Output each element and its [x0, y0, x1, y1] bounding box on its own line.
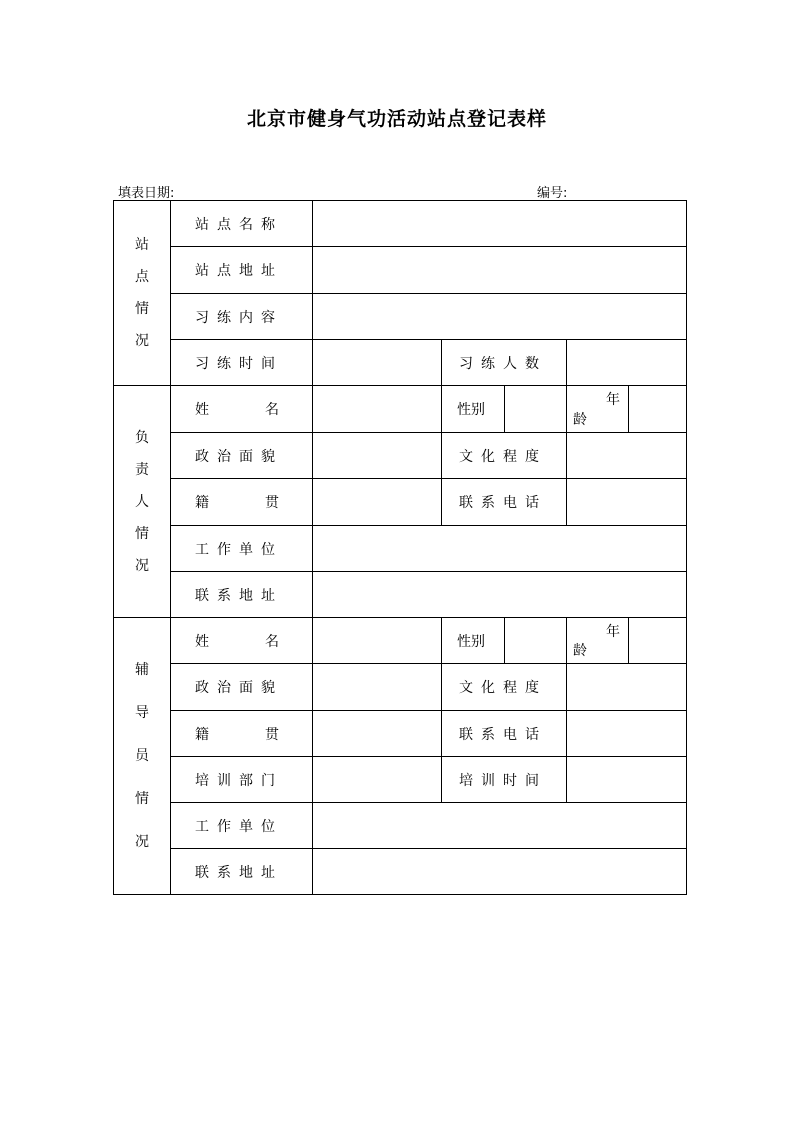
- label-practice-time: 习练时间: [171, 340, 313, 386]
- section-label-leader: 负 责 人 情 况: [114, 386, 171, 618]
- input-leader-education[interactable]: [567, 433, 687, 479]
- label-leader-political: 政治面貌: [171, 433, 313, 479]
- input-instructor-name[interactable]: [313, 618, 442, 664]
- input-leader-work-unit[interactable]: [313, 526, 687, 572]
- input-leader-phone[interactable]: [567, 479, 687, 526]
- label-leader-work-unit: 工作单位: [171, 526, 313, 572]
- input-leader-name[interactable]: [313, 386, 442, 433]
- serial-number-field: [537, 182, 592, 201]
- page-title: 北京市健身气功活动站点登记表样: [246, 108, 547, 130]
- label-instructor-work-unit: 工作单位: [171, 803, 313, 849]
- fill-date-label: 填表日期:: [118, 186, 175, 201]
- label-site-name: 站点名称: [171, 201, 313, 247]
- input-instructor-training-time[interactable]: [567, 757, 687, 803]
- section-label-instructor: 辅 导 员 情 况: [114, 618, 171, 895]
- input-instructor-training-dept[interactable]: [313, 757, 442, 803]
- input-leader-native-place[interactable]: [313, 479, 442, 526]
- input-practice-time[interactable]: [313, 340, 442, 386]
- input-instructor-age[interactable]: [629, 618, 687, 664]
- input-leader-age[interactable]: [629, 386, 687, 433]
- serial-number-label: 编号:: [537, 186, 568, 201]
- input-practice-content[interactable]: [313, 294, 687, 340]
- label-practice-count: 习练人数: [442, 340, 567, 386]
- label-instructor-address: 联系地址: [171, 849, 313, 895]
- label-instructor-age: 年 龄: [567, 618, 629, 664]
- input-instructor-education[interactable]: [567, 664, 687, 711]
- input-instructor-phone[interactable]: [567, 711, 687, 757]
- fill-date-field: [118, 182, 199, 201]
- label-instructor-native-place: 籍 贯: [171, 711, 313, 757]
- input-instructor-political[interactable]: [313, 664, 442, 711]
- input-leader-gender[interactable]: [505, 386, 567, 433]
- label-instructor-training-dept: 培训部门: [171, 757, 313, 803]
- input-site-address[interactable]: [313, 247, 687, 294]
- label-practice-content: 习练内容: [171, 294, 313, 340]
- label-leader-gender: 性别: [442, 386, 505, 433]
- label-leader-native-place: 籍 贯: [171, 479, 313, 526]
- input-site-name[interactable]: [313, 201, 687, 247]
- input-leader-political[interactable]: [313, 433, 442, 479]
- section-label-station: 站 点 情 况: [114, 201, 171, 386]
- registration-form-table: [113, 200, 687, 895]
- label-instructor-education: 文化程度: [442, 664, 567, 711]
- label-leader-education: 文化程度: [442, 433, 567, 479]
- label-leader-phone: 联系电话: [442, 479, 567, 526]
- label-leader-address: 联系地址: [171, 572, 313, 618]
- label-instructor-phone: 联系电话: [442, 711, 567, 757]
- input-instructor-gender[interactable]: [505, 618, 567, 664]
- label-instructor-political: 政治面貌: [171, 664, 313, 711]
- input-practice-count[interactable]: [567, 340, 687, 386]
- label-leader-age: 年 龄: [567, 386, 629, 433]
- input-instructor-work-unit[interactable]: [313, 803, 687, 849]
- input-leader-address[interactable]: [313, 572, 687, 618]
- input-instructor-native-place[interactable]: [313, 711, 442, 757]
- label-instructor-training-time: 培训时间: [442, 757, 567, 803]
- label-instructor-gender: 性别: [442, 618, 505, 664]
- label-instructor-name: 姓 名: [171, 618, 313, 664]
- label-leader-name: 姓 名: [171, 386, 313, 433]
- input-instructor-address[interactable]: [313, 849, 687, 895]
- label-site-address: 站点地址: [171, 247, 313, 294]
